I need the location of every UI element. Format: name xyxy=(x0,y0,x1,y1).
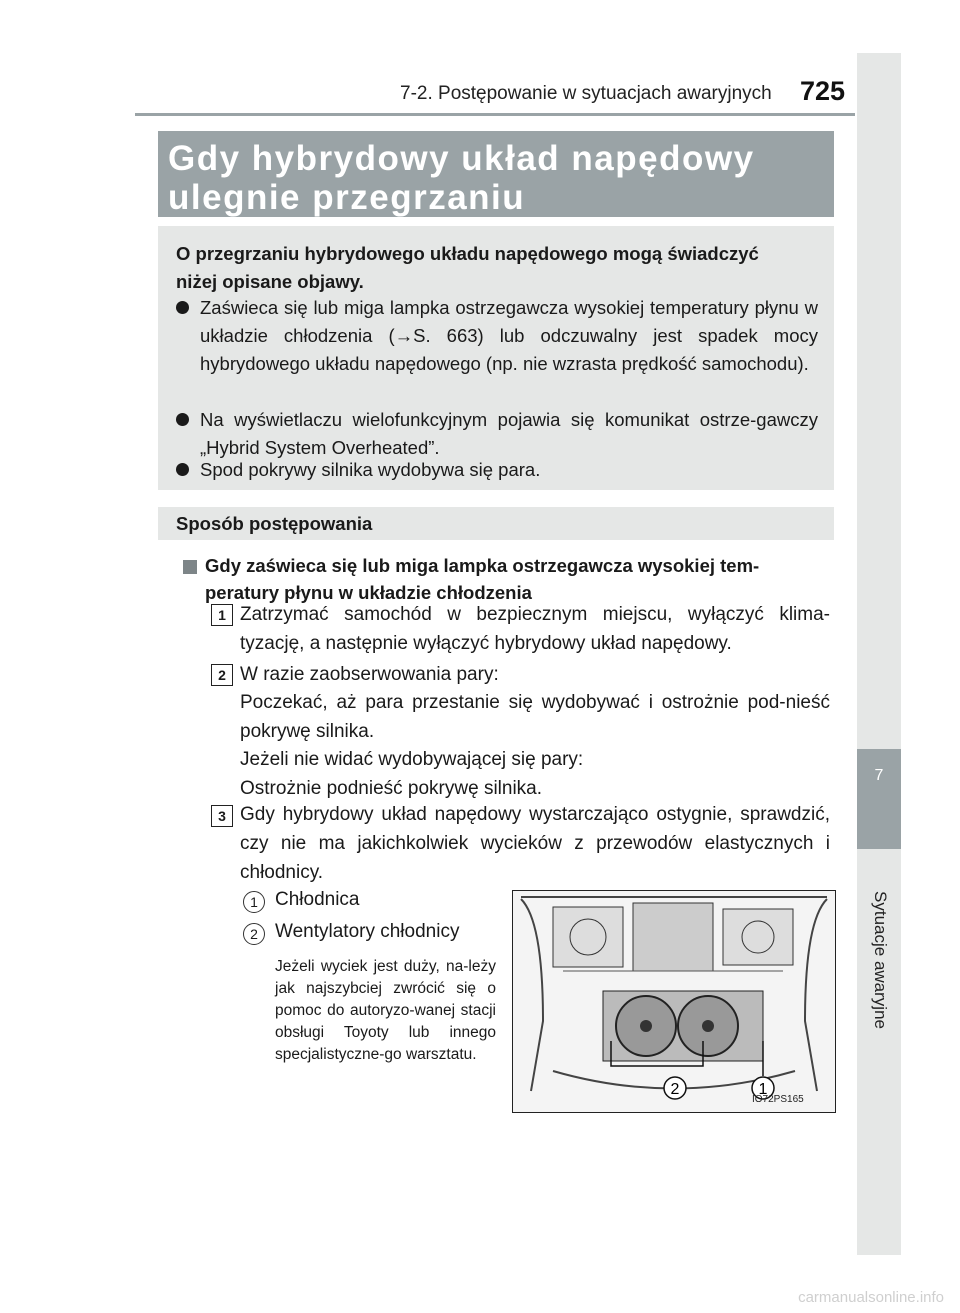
engine-bay-drawing xyxy=(513,891,835,1112)
step-text: W razie zaobserwowania pary: xyxy=(240,664,499,685)
legend-number-badge: 2 xyxy=(243,923,265,945)
chapter-tab[interactable] xyxy=(857,749,901,849)
procedure-heading: Sposób postępowania xyxy=(176,513,373,534)
legend-label: Wentylatory chłodnicy xyxy=(275,921,460,942)
symptoms-lead: O przegrzaniu hybrydowego układu napędowego mogą świadczyć niżej opisane objawy. xyxy=(176,243,759,292)
symptom-item: Na wyświetlaczu wielofunkcyjnym pojawia się komunikat ostrze-gawczy „Hybrid System Overheated”. xyxy=(176,406,818,462)
procedure-heading-box xyxy=(158,507,834,540)
step-number-badge: 3 xyxy=(211,805,233,827)
step-text: Gdy hybrydowy układ napędowy wystarczająco ostygnie, sprawdzić, czy nie ma jakichkolwiek wycieków z przewodów elastycznych i chłodnicy. xyxy=(240,804,830,883)
page-title-box xyxy=(158,131,834,217)
header-divider xyxy=(135,113,855,116)
step-paragraph: Jeżeli nie widać wydobywającej się pary: Ostrożnie podnieść pokrywę silnika. xyxy=(240,749,584,799)
page-number: 725 xyxy=(800,76,846,106)
bullet-dot-icon xyxy=(176,301,189,314)
legend-label: Chłodnica xyxy=(275,889,360,910)
leak-note: Jeżeli wyciek jest duży, na-leży jak najszybciej zwrócić się o pomoc do autoryzo-wanej stacji obsługi Toyoty lub innego specjalistyczne-go warsztatu. xyxy=(275,958,496,1063)
square-bullet-icon xyxy=(183,560,197,574)
callout-2: 2 xyxy=(670,1081,680,1098)
step-number-badge: 2 xyxy=(211,664,233,686)
chapter-label: Sytuacje awaryjne xyxy=(871,891,890,1029)
callout-1: 1 xyxy=(758,1081,768,1098)
page-title: Gdy hybrydowy układ napędowy ulegnie przegrzaniu xyxy=(168,139,755,217)
step-text: Zatrzymać samochód w bezpiecznym miejscu, wyłączyć klima-tyzację, a następnie wyłączyć hybrydowy układ napędowy. xyxy=(240,604,830,654)
legend-number-badge: 1 xyxy=(243,891,265,913)
symptom-item: Spod pokrywy silnika wydobywa się para. xyxy=(176,456,818,484)
step-number-badge: 1 xyxy=(211,604,233,626)
step-paragraph: Poczekać, aż para przestanie się wydobywać i ostrożnie pod-nieść pokrywę silnika. xyxy=(240,692,830,742)
condition-heading: Gdy zaświeca się lub miga lampka ostrzegawcza wysokiej tem-peratury płynu w układzie chłodzenia xyxy=(205,555,760,603)
chapter-number: 7 xyxy=(874,767,884,784)
symptoms-box xyxy=(158,226,834,490)
bullet-dot-icon xyxy=(176,463,189,476)
side-tab-background xyxy=(857,53,901,1255)
watermark: carmanualsonline.info xyxy=(798,1289,944,1306)
symptom-item: Zaświeca się lub miga lampka ostrzegawcza wysokiej temperatury płynu w układzie chłodzenia (→S. 663) lub odczuwalny jest spadek mocy hybrydowego układu napędowego (np. nie wzrasta prędkość samochodu). xyxy=(176,294,818,378)
engine-bay-illustration xyxy=(512,890,836,1113)
figure-code: IO72PS165 xyxy=(752,1094,804,1105)
section-header: 7-2. Postępowanie w sytuacjach awaryjnych xyxy=(400,83,772,104)
bullet-dot-icon xyxy=(176,413,189,426)
